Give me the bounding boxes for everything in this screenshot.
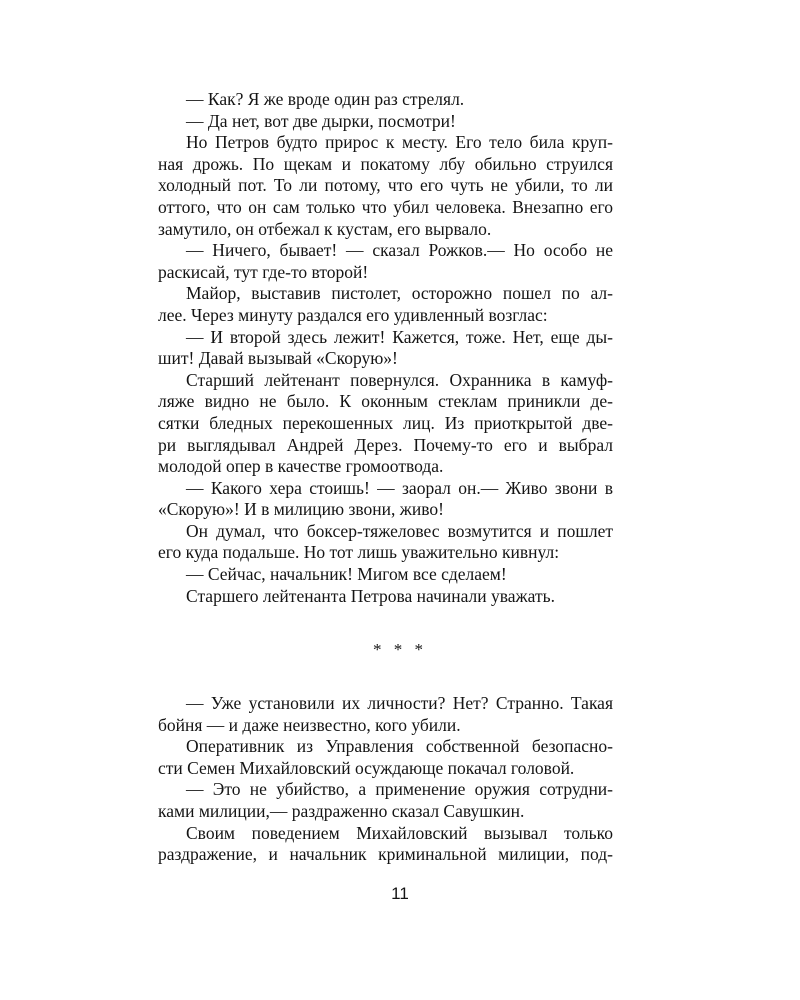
section-1-text — [158, 89, 613, 607]
text-line: — Ничего, бывает! — сказал Рожков.— Но особо не — [186, 240, 613, 261]
text-line: раскисай, тут где-то второй! — [158, 261, 369, 282]
text-line: ляже видно не было. К оконным стеклам приникли де- — [158, 391, 613, 412]
text-line: лее. Через минуту раздался его удивленный возглас: — [158, 304, 548, 325]
page-number: 11 — [391, 884, 409, 903]
text-line: бойня — и даже неизвестно, кого убили. — [158, 714, 461, 735]
text-line: — И второй здесь лежит! Кажется, тоже. Нет, еще ды- — [186, 326, 613, 347]
text-line: Оперативник из Управления собственной безопасно- — [186, 736, 613, 757]
text-line: Он думал, что боксер-тяжеловес возмутится и пошлет — [186, 520, 613, 541]
text-line: Майор, выставив пистолет, осторожно пошел по ал- — [186, 283, 613, 304]
text-line: замутило, он отбежал к кустам, его вырвало. — [158, 218, 492, 239]
text-line: ками милиции,— раздраженно сказал Савушкин. — [158, 800, 525, 821]
text-line: Но Петров будто прирос к месту. Его тело била круп- — [186, 132, 613, 153]
text-line: «Скорую»! И в милицию звони, живо! — [158, 499, 444, 520]
text-line: шит! Давай вызывай «Скорую»! — [158, 348, 398, 369]
text-line: ри выглядывал Андрей Дерез. Почему-то его и выбрал — [158, 434, 613, 455]
text-line: раздражение, и начальник криминальной милиции, под- — [158, 844, 613, 865]
section-separator: * * * — [373, 640, 427, 659]
text-line: — Да нет, вот две дырки, посмотри! — [186, 110, 456, 131]
text-line: оттого, что он сам только что убил человека. Внезапно его — [158, 196, 613, 217]
text-line: — Это не убийство, а применение оружия сотрудни- — [186, 779, 613, 800]
text-line: сти Семен Михайловский осуждающе покачал головой. — [158, 757, 575, 778]
text-line: — Как? Я же вроде один раз стрелял. — [186, 89, 465, 109]
text-line: — Какого хера стоишь! — заорал он.— Живо звони в — [186, 477, 613, 498]
text-line: Старшего лейтенанта Петрова начинали уважать. — [186, 585, 555, 606]
text-line: его куда подальше. Но тот лишь уважительно кивнул: — [158, 542, 560, 563]
text-line: молодой опер в качестве громоотвода. — [158, 456, 444, 477]
text-line: ная дрожь. По щекам и покатому лбу обильно струился — [158, 153, 613, 174]
text-line: Старший лейтенант повернулся. Охранника в камуф- — [186, 369, 613, 390]
section-2-text — [158, 693, 613, 866]
text-line: Своим поведением Михайловский вызывал только — [186, 822, 613, 843]
text-line: — Сейчас, начальник! Мигом все сделаем! — [186, 564, 507, 585]
text-line: холодный пот. То ли потому, что его чуть не убили, то ли — [158, 175, 613, 196]
text-line: сятки бледных перекошенных лиц. Из приоткрытой две- — [158, 412, 613, 433]
text-line: — Уже установили их личности? Нет? Странно. Такая — [186, 693, 613, 713]
